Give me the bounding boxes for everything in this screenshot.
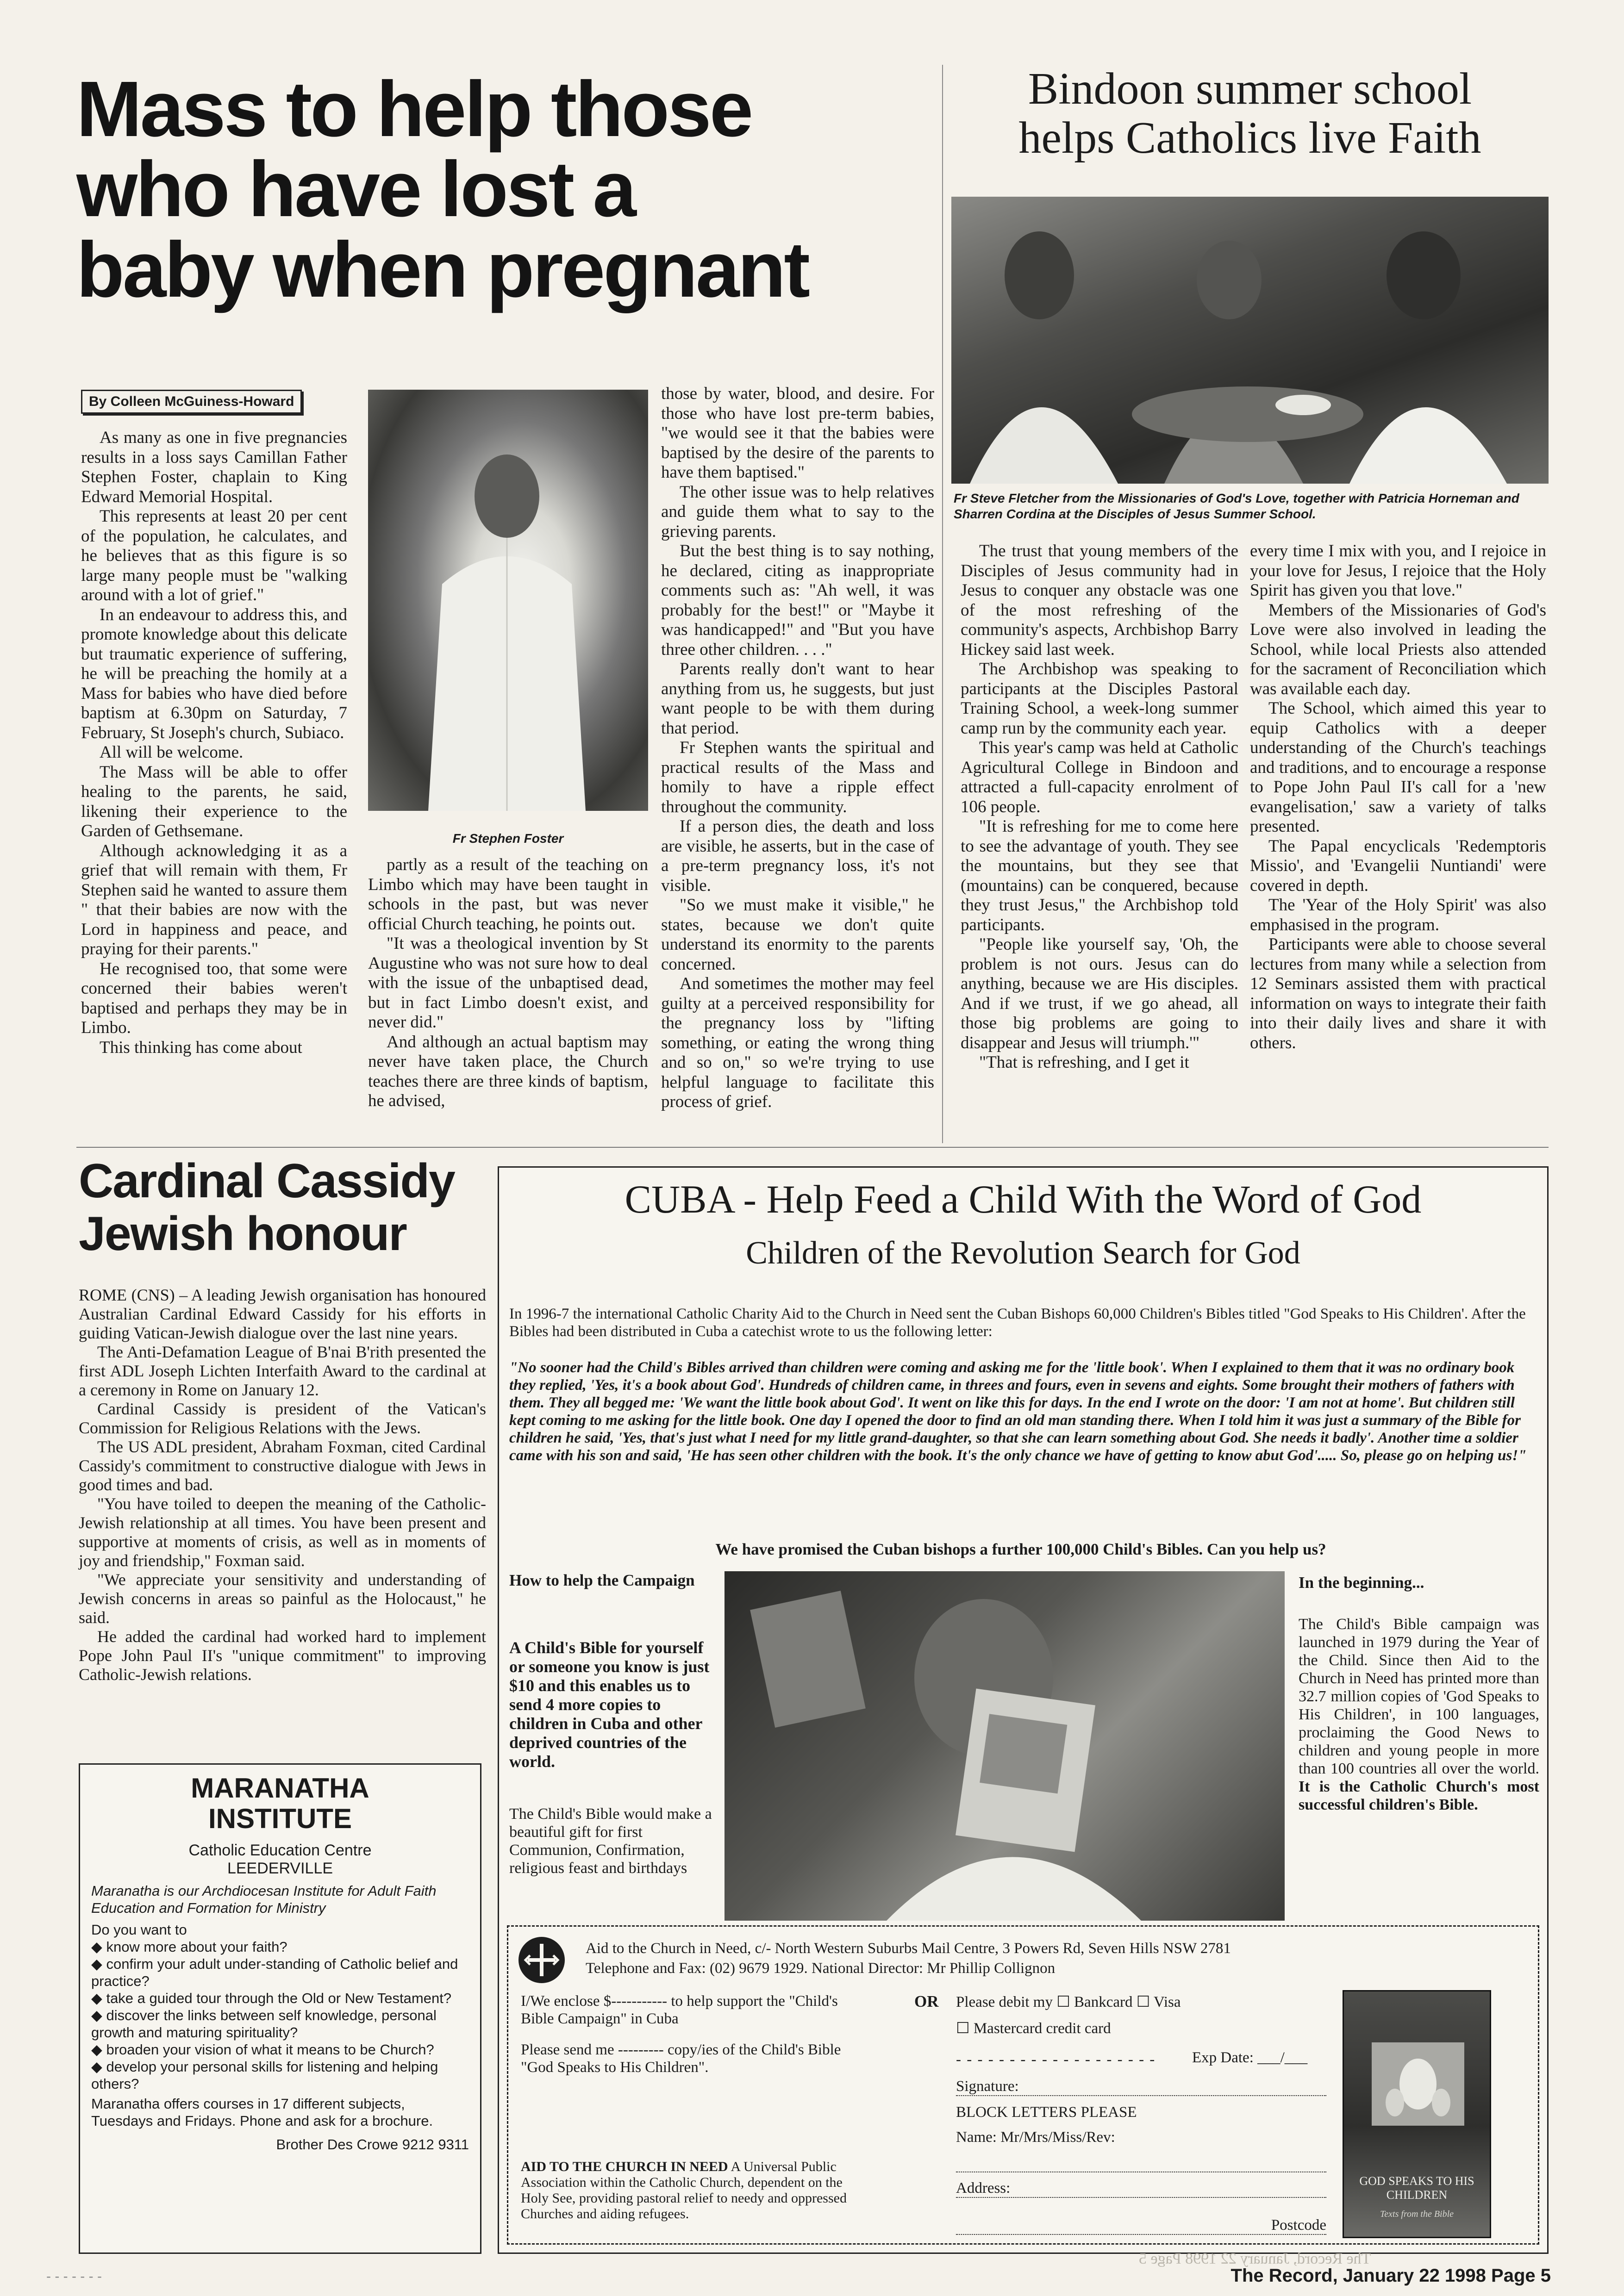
maranatha-list	[91, 1938, 469, 2092]
paragraph: Participants were able to choose several lectures from many while a selection from 12 Seminars assisted them with practical information on ways to integrate their faith into their daily lives and share it with others.	[1250, 935, 1546, 1052]
right-article-col1	[961, 541, 1238, 1073]
maranatha-sub2: LEEDERVILLE	[227, 1860, 333, 1877]
cassidy-headline	[79, 1155, 486, 1261]
paragraph: The School, which aimed this year to equip Catholics with a deeper understanding of the Church's teachings and traditions, and to encourage a response to Pope John Paul II's call for a 'new evangelisation,' saw a variety of talks presented.	[1250, 699, 1546, 836]
bible-cover-subtitle: Texts from the Bible	[1380, 2209, 1454, 2219]
paragraph: As many as one in five pregnancies results in a loss says Camillan Father Stephen Foster, chaplain to King Edward Memorial Hospital.	[81, 428, 347, 506]
list-item-text: take a guided tour through the Old or New Testament?	[106, 1990, 452, 2006]
paragraph: ROME (CNS) – A leading Jewish organisation has honoured Australian Cardinal Edward Cassidy for his efforts in guiding Vatican-Jewish dialogue over the last nine years.	[79, 1286, 486, 1342]
maranatha-contact: Brother Des Crowe 9212 9311	[276, 2136, 469, 2153]
left-headline	[76, 65, 937, 314]
children-reading-photo	[725, 1571, 1285, 1921]
coupon-aid-text	[521, 2159, 873, 2222]
how-to-help-title: How to help the Campaign	[509, 1571, 695, 1589]
coupon-name-line2[interactable]	[956, 2171, 1326, 2172]
list-item-text: know more about your faith?	[106, 1939, 287, 1955]
how-to-help-plain: The Child's Bible would make a beautiful gift for first Communion, Confirmation, religious feast and birthdays	[509, 1805, 712, 1877]
coupon-aid-bold: AID TO THE CHURCH IN NEED	[521, 2159, 728, 2174]
photo-caption-bindoon: Fr Steve Fletcher from the Missionaries of God's Love, together with Patricia Horneman and Sharren Cordina at the Disciples of Jesus Summer School.	[954, 491, 1519, 521]
fr-stephen-foster-photo	[368, 390, 648, 811]
byline: By Colleen McGuiness-Howard	[81, 390, 302, 414]
cuba-title: CUBA - Help Feed a Child With the Word of God	[625, 1177, 1422, 1221]
coupon-name[interactable]	[956, 2129, 1326, 2146]
section-divider	[76, 1147, 1549, 1148]
paragraph: every time I mix with you, and I rejoice in your love for Jesus, I rejoice that the Holy Spirit has given you that love."	[1250, 541, 1546, 600]
coupon-or: OR	[914, 1992, 939, 2010]
list-item: ◆ develop your personal skills for listening and helping others?	[91, 2059, 438, 2092]
right-article-col2	[1250, 541, 1546, 1053]
paragraph: The Mass will be able to offer healing to the parents, he said, likening their experience to the Garden of Gethsemane.	[81, 762, 347, 840]
bottom-left-dashes: - - - - - - -	[46, 2269, 102, 2284]
right-headline-line2: helps Catholics live Faith	[1018, 112, 1481, 163]
list-item: ◆ know more about your faith?	[91, 1939, 287, 1955]
paragraph: The 'Year of the Holy Spirit' was also emphasised in the program.	[1250, 896, 1546, 934]
list-item: ◆ take a guided tour through the Old or New Testament?	[91, 1990, 452, 2006]
paragraph: This thinking has come about	[100, 1038, 302, 1057]
list-item-text: confirm your adult under-standing of Catholic belief and practice?	[91, 1956, 458, 1989]
photo-caption-foster: Fr Stephen Foster	[452, 831, 564, 846]
address-label: Address:	[956, 2180, 1011, 2196]
maranatha-intro: Maranatha is our Archdiocesan Institute for Adult Faith Education and Formation for Ministry	[91, 1883, 437, 1916]
paragraph: The Archbishop was speaking to participants at the Disciples Pastoral Training School, a week-long summer camp run by the community each year.	[961, 660, 1238, 738]
maranatha-question: Do you want to	[91, 1922, 187, 1938]
right-headline-line1: Bindoon summer school	[1028, 64, 1472, 114]
right-headline	[951, 65, 1549, 163]
paragraph: The US ADL president, Abraham Foxman, cited Cardinal Cassidy's commitment to constructive dialogue with Jews in good times and bad.	[79, 1437, 486, 1494]
paragraph: The Anti-Defamation League of B'nai B'rith presented the first ADL Joseph Lichten Interfaith Award to the cardinal at a ceremony in Rome on January 12.	[79, 1343, 486, 1399]
cassidy-headline-line2: Jewish honour	[79, 1207, 406, 1261]
left-article-col2	[368, 855, 648, 1111]
paragraph: "You have toiled to deepen the meaning of the Catholic-Jewish relationship at all times. You have been present and supportive at moments of crisis, as well as in moments of joy and friendship," Foxman said.	[79, 1494, 486, 1570]
left-headline-line1: Mass to help those	[76, 65, 752, 153]
coupon-address-1: Aid to the Church in Need, c/- North Western Suburbs Mail Centre, 3 Powers Rd, Seven Hills NSW 2781	[586, 1940, 1231, 1957]
coupon-address-2: Telephone and Fax: (02) 9679 1929. National Director: Mr Phillip Collignon	[586, 1960, 1056, 1977]
coupon-postcode[interactable]	[956, 2217, 1326, 2235]
maranatha-title2: INSTITUTE	[208, 1803, 352, 1834]
paragraph: The Papal encyclicals 'Redemptoris Missio', and 'Evangelii Nuntiandi' were covered in depth.	[1250, 836, 1546, 895]
bible-cover-illustration-icon	[1344, 1991, 1490, 2167]
paragraph: He recognised too, that some were concerned their babies weren't baptised and perhaps they may be in Limbo.	[81, 959, 347, 1037]
maranatha-ad	[79, 1763, 481, 2254]
paragraph: partly as a result of the teaching on Limbo which may have been taught in schools in the past, but was never official Church teaching, he points out.	[368, 855, 648, 933]
paragraph: The trust that young members of the Disciples of Jesus community had in Jesus to conquer any obstacle was one of the most refreshing of the community's aspects, Archbishop Barry Hickey said last week.	[961, 541, 1238, 659]
paragraph: If a person dies, the death and loss are visible, he asserts, but in the case of a pre-term pregnancy loss, it's not visible.	[661, 817, 934, 895]
maranatha-offer: Maranatha offers courses in 17 different subjects, Tuesdays and Fridays. Phone and ask for a brochure.	[91, 2096, 433, 2129]
postcode-label: Postcode	[1271, 2217, 1326, 2234]
left-article-col3	[661, 384, 934, 1112]
children-with-bibles-icon	[725, 1571, 1285, 1921]
coupon-enclose: I/We enclose $----------- to help support the "Child's Bible Campaign" in Cuba	[521, 1993, 838, 2027]
cassidy-headline-line1: Cardinal Cassidy	[79, 1154, 455, 1208]
left-headline-line2: who have lost a	[76, 145, 635, 234]
coupon-signature[interactable]	[956, 2078, 1326, 2096]
coupon-expdate[interactable]: Exp Date: ___/___	[1192, 2049, 1308, 2066]
paragraph: "We appreciate your sensitivity and understanding of Jewish concerns in areas so painful as the Holocaust," he said.	[79, 1570, 486, 1627]
list-item-text: discover the links between self knowledge, personal growth and maturing spirituality?	[91, 2007, 437, 2041]
list-item: ◆ confirm your adult under-standing of Catholic belief and practice?	[91, 1956, 458, 1989]
list-item: ◆ broaden your vision of what it means to be Church?	[91, 2041, 434, 2058]
cross-arrows-icon	[518, 1937, 565, 1983]
left-article-col1	[81, 428, 347, 1058]
paragraph: All will be welcome.	[100, 743, 244, 762]
cuba-quote: "No sooner had the Child's Bibles arrived than children were coming and asking me for the 'little book'. When I explained to them that it was no ordinary book they replied, 'Yes, it's a book about God'. Hundreds of children came, in threes and fours, even in sevens and eights. Some brought their mothers of fathers with them. They all begged me: 'We want the little book about God'. It went on like this for days. In the end I wrote on the door: 'I am not at home'. But children still kept coming to me asking for the little book. One day I opened the door to find an old man standing there. When I told him it was just a summary of the Bible for children he said, 'Yes, that's just what I need for my little grand-daughter, so that she can learn something about God. She needs it badly'. Another time a soldier came with his son and said, 'He has seen other children with the book. It's the only chance we have of getting to know abut God'..... So, please go on helping us!"	[509, 1359, 1527, 1464]
aid-logo-icon	[518, 1937, 565, 1983]
coupon-aid-body: A Universal Public Association within the Catholic Church, dependent on the Holy See, providing pastoral relief to needy and oppressed Churches and aiding refugees.	[521, 2159, 847, 2221]
left-headline-line3: baby when pregnant	[76, 225, 808, 314]
paragraph: Fr Stephen wants the spiritual and practical results of the Mass and homily to have a ripple effect throughout the community.	[661, 738, 934, 816]
maranatha-title1: MARANATHA	[191, 1773, 369, 1804]
cuba-intro: In 1996-7 the international Catholic Charity Aid to the Church in Need sent the Cuban Bishops 60,000 Children's Bibles titled "God Speaks to His Children'. After the Bibles had been distributed in Cuba a catechist wrote to us the following letter:	[509, 1306, 1526, 1340]
coupon-card-number[interactable]: - - - - - - - - - - - - - - - - - - -	[956, 2051, 1156, 2068]
paragraph: Although acknowledging it as a grief that will remain with them, Fr Stephen said he wanted to assure them " that their babies are now with the Lord in happiness and peace, and praying for their parents."	[81, 841, 347, 958]
group-photo-icon	[951, 197, 1549, 484]
in-the-beginning-title: In the beginning...	[1299, 1574, 1424, 1592]
paragraph: Cardinal Cassidy is president of the Vatican's Commission for Religious Relations with the Jews.	[79, 1400, 486, 1437]
coupon-send: Please send me --------- copy/ies of the Child's Bible "God Speaks to His Children".	[521, 2041, 841, 2076]
bible-cover-title: GOD SPEAKS TO HIS CHILDREN	[1359, 2174, 1474, 2202]
in-the-beginning-text	[1299, 1615, 1539, 1814]
coupon-mastercard[interactable]: ☐ Mastercard credit card	[956, 2020, 1111, 2037]
paragraph: This year's camp was held at Catholic Agricultural College in Bindoon and attracted a full-capacity enrolment of 106 people.	[961, 738, 1238, 816]
cassidy-article	[79, 1286, 486, 1684]
paragraph: those by water, blood, and desire. For those who have lost pre-term babies, "we would see it that the babies were baptised by the desire of the parents to have them baptised."	[661, 384, 934, 482]
paragraph: In an endeavour to address this, and promote knowledge about this delicate but traumatic experience of suffering, he will be preaching the homily at a Mass for babies who have died before baptism at 6.30pm on Saturday, 7 February, St Joseph's church, Subiaco.	[81, 605, 347, 742]
paragraph: "So we must make it visible," he states, because we don't quite understand its enormity to the parents concerned.	[661, 896, 934, 974]
paragraph: And sometimes the mother may feel guilty at a perceived responsibility for the pregnancy loss by "lifting something, or eating the wrong thing and so on," so we're trying to use helpful language to facilitate this process of grief.	[661, 974, 934, 1111]
paragraph: Parents really don't want to hear anything from us, he suggests, but just want people to be with them during that period.	[661, 660, 934, 738]
how-to-help-bold: A Child's Bible for yourself or someone you know is just $10 and this enables us to send 4 more copies to children in Cuba and other deprived countries of the world.	[509, 1638, 710, 1771]
in-the-beginning-bold: It is the Catholic Church's most successful children's Bible.	[1299, 1778, 1539, 1813]
page-folio: The Record, January 22 1998 Page 5	[1230, 2265, 1551, 2286]
cuba-subtitle: Children of the Revolution Search for God	[746, 1235, 1300, 1271]
bleed-through-folio: The Record, January 22 1998 Page 5	[1139, 2250, 1371, 2267]
column-divider	[942, 65, 943, 1143]
paragraph: He added the cardinal had worked hard to implement Pope John Paul II's "unique commitment" to improving Catholic-Jewish relations.	[79, 1627, 486, 1684]
coupon-debit[interactable]: Please debit my ☐ Bankcard ☐ Visa	[956, 1994, 1181, 2010]
coupon-block-letters: BLOCK LETTERS PLEASE	[956, 2104, 1137, 2121]
paragraph: "It was a theological invention by St Augustine who was not sure how to deal with the issue of the unbaptised dead, but in fact Limbo doesn't exist, and never did."	[368, 934, 648, 1032]
coupon-address[interactable]	[956, 2180, 1326, 2198]
bindoon-summer-school-photo	[951, 197, 1549, 484]
maranatha-sub1: Catholic Education Centre	[188, 1842, 372, 1859]
paragraph: And although an actual baptism may never have taken place, the Church teaches there are three kinds of baptism, he advised,	[368, 1032, 648, 1110]
name-label: Name: Mr/Mrs/Miss/Rev:	[956, 2129, 1115, 2146]
paragraph: The other issue was to help relatives and guide them what to say to the grieving parents.	[661, 482, 934, 541]
paragraph: But the best thing is to say nothing, he declared, citing as inappropriate comments such as: "Ah well, it was probably for the best!" or "Maybe it was handicapped!" and "But you have three other children. . . ."	[661, 541, 934, 659]
signature-label: Signature:	[956, 2078, 1019, 2095]
in-the-beginning-body: The Child's Bible campaign was launched in 1979 during the Year of the Child. Since then Aid to the Church in Need has printed more than 32.7 million copies of 'God Speaks to His Children', in 100 languages, proclaiming the Good News to children and young people in more than 100 countries all over the world.	[1299, 1616, 1539, 1777]
priest-figure-icon	[368, 390, 648, 811]
paragraph: "It is refreshing for me to come here to see the advantage of youth. They see the mountains, but they see that (mountains) can be conquered, because they trust Jesus," the Archbishop told participants.	[961, 817, 1238, 934]
cuba-promise: We have promised the Cuban bishops a further 100,000 Child's Bibles. Can you help us?	[715, 1540, 1326, 1558]
childs-bible-cover	[1343, 1990, 1491, 2238]
paragraph: "That is refreshing, and I get it	[979, 1053, 1189, 1072]
paragraph: This represents at least 20 per cent of the population, he calculates, and he believes that as this figure is so large many people must be "walking around with a lot of grief."	[81, 507, 347, 604]
list-item: ◆ discover the links between self knowledge, personal growth and maturing spirituality?	[91, 2007, 437, 2041]
paragraph: Members of the Missionaries of God's Love were also involved in leading the School, while local Priests also attended for the sacrament of Reconciliation which was available each day.	[1250, 600, 1546, 698]
list-item-text: broaden your vision of what it means to be Church?	[106, 2041, 434, 2058]
paragraph: "People like yourself say, 'Oh, the problem is not ours. Jesus can do anything, because we are His disciples. And if we trust, if we go ahead, all those big problems are going to disappear and Jesus will triumph.'"	[961, 935, 1238, 1052]
list-item-text: develop your personal skills for listening and helping others?	[91, 2059, 438, 2092]
